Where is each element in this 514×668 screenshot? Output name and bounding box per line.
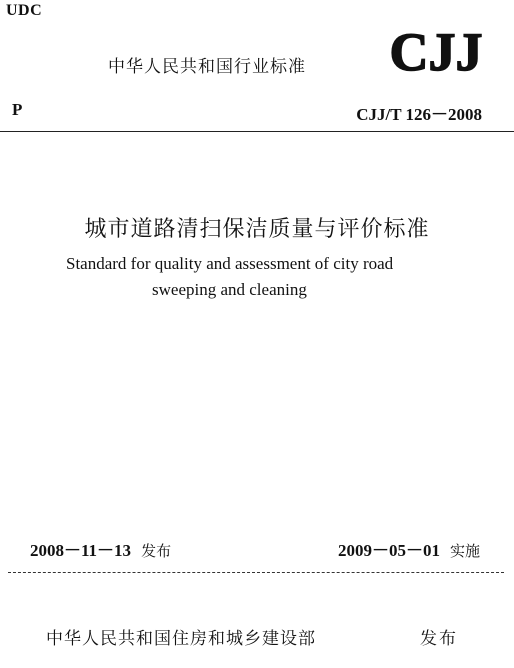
title-english-line2: sweeping and cleaning <box>152 280 307 299</box>
footer-rule <box>8 572 504 573</box>
issuer-verb: 发布 <box>420 629 458 649</box>
title-english-line1: Standard for quality and assessment of city road <box>66 254 394 273</box>
classification-code: P <box>12 100 23 119</box>
standard-type: 中华人民共和国行业标准 <box>108 57 306 77</box>
udc-label: UDC <box>6 2 43 19</box>
standard-number: CJJ/T 126－2008 <box>356 105 482 124</box>
title-chinese: 城市道路清扫保洁质量与评价标准 <box>84 217 430 242</box>
implement-verb: 实施 <box>449 542 480 560</box>
issue-date-block <box>30 536 171 561</box>
issuer-name: 中华人民共和国住房和城乡建设部 <box>46 629 316 649</box>
svg-text:CJJ: CJJ <box>389 24 483 76</box>
cjj-logo <box>388 24 484 76</box>
implement-date-block <box>338 536 480 561</box>
issue-date: 2008－11－13 <box>30 541 132 560</box>
implement-date: 2009－05－01 <box>337 541 440 560</box>
header-rule <box>0 131 514 132</box>
issue-verb: 发布 <box>141 542 172 560</box>
